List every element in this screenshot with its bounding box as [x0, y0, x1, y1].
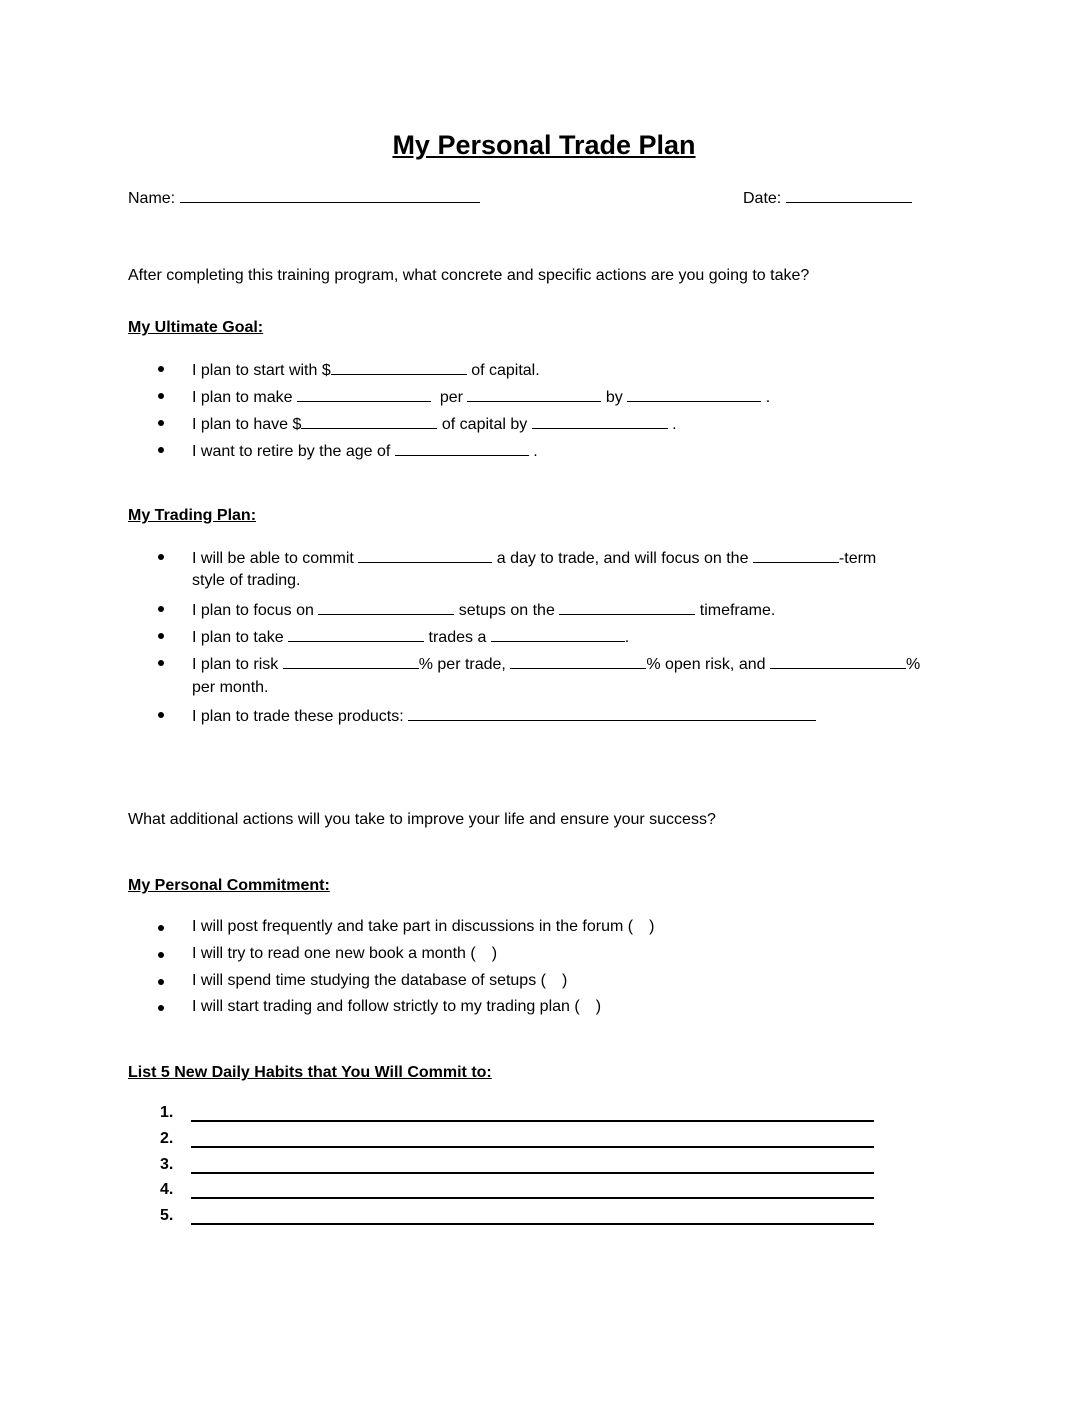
- bullet-icon: [158, 660, 164, 666]
- bullet-icon: [158, 979, 164, 985]
- setups-field[interactable]: [318, 599, 454, 615]
- plan-item-focus: I plan to focus on setups on the timeframe.: [192, 599, 775, 620]
- name-row: [128, 187, 480, 208]
- bullet-icon: [158, 606, 164, 612]
- date-row: [743, 187, 912, 208]
- products-field[interactable]: [408, 705, 816, 721]
- name-field[interactable]: [180, 187, 480, 203]
- open-risk-field[interactable]: [510, 653, 646, 669]
- make-period-field[interactable]: [467, 386, 601, 402]
- goal-item-have: I plan to have $ of capital by .: [192, 413, 677, 434]
- commitment-item-book: I will try to read one new book a month ( ): [192, 945, 498, 962]
- habit-3-field[interactable]: [191, 1160, 874, 1174]
- plan-item-risk-continuation: per month.: [192, 679, 269, 696]
- commitment-item-forum: I will post frequently and take part in discussions in the forum ( ): [192, 918, 655, 935]
- plan-item-commit-continuation: style of trading.: [192, 572, 301, 589]
- habit-number: 2.: [160, 1130, 174, 1147]
- bullet-icon: [158, 554, 164, 560]
- daily-habits-heading: List 5 New Daily Habits that You Will Commit to:: [128, 1064, 492, 1081]
- habit-2-field[interactable]: [191, 1134, 874, 1148]
- habit-number: 3.: [160, 1156, 174, 1173]
- habit-4-field[interactable]: [191, 1185, 874, 1199]
- bullet-icon: [158, 712, 164, 718]
- trades-period-field[interactable]: [491, 626, 625, 642]
- bullet-icon: [158, 952, 164, 958]
- risk-per-trade-field[interactable]: [283, 653, 419, 669]
- bullet-icon: [158, 925, 164, 931]
- have-capital-field[interactable]: [301, 413, 437, 429]
- commitment-item-database: I will spend time studying the database of setups ( ): [192, 972, 568, 989]
- date-field[interactable]: [786, 187, 912, 203]
- habit-number: 1.: [160, 1104, 174, 1121]
- name-label: Name:: [128, 190, 176, 207]
- personal-commitment-heading: My Personal Commitment:: [128, 877, 330, 894]
- start-capital-field[interactable]: [331, 359, 467, 375]
- trades-count-field[interactable]: [288, 626, 424, 642]
- goal-item-make: I plan to make per by .: [192, 386, 770, 407]
- retire-age-field[interactable]: [395, 440, 529, 456]
- bullet-icon: [158, 366, 164, 372]
- bullet-icon: [158, 447, 164, 453]
- plan-item-commit: I will be able to commit a day to trade, and will focus on the -term: [192, 547, 876, 568]
- habit-number: 5.: [160, 1207, 174, 1224]
- monthly-risk-field[interactable]: [770, 653, 906, 669]
- commit-time-field[interactable]: [358, 547, 492, 563]
- trading-plan-heading: My Trading Plan:: [128, 507, 257, 524]
- date-label: Date:: [743, 190, 782, 207]
- page-title: My Personal Trade Plan: [392, 130, 696, 160]
- plan-item-risk: I plan to risk % per trade, % open risk, and %: [192, 653, 920, 674]
- habit-number: 4.: [160, 1181, 174, 1198]
- make-amount-field[interactable]: [297, 386, 431, 402]
- bullet-icon: [158, 633, 164, 639]
- bullet-icon: [158, 420, 164, 426]
- bullet-icon: [158, 1005, 164, 1011]
- ultimate-goal-heading: My Ultimate Goal:: [128, 319, 264, 336]
- intro-question: After completing this training program, what concrete and specific actions are you going to take?: [128, 267, 810, 284]
- term-style-field[interactable]: [753, 547, 839, 563]
- plan-item-products: I plan to trade these products:: [192, 705, 816, 726]
- habit-5-field[interactable]: [191, 1211, 874, 1225]
- make-by-field[interactable]: [627, 386, 761, 402]
- have-capital-by-field[interactable]: [532, 413, 668, 429]
- goal-item-retire: I want to retire by the age of .: [192, 440, 538, 461]
- additional-question: What additional actions will you take to improve your life and ensure your success?: [128, 811, 716, 828]
- habit-1-field[interactable]: [191, 1108, 874, 1122]
- timeframe-field[interactable]: [559, 599, 695, 615]
- goal-item-capital-start: I plan to start with $ of capital.: [192, 359, 540, 380]
- commitment-item-trading: I will start trading and follow strictly to my trading plan ( ): [192, 998, 602, 1015]
- bullet-icon: [158, 393, 164, 399]
- plan-item-take: I plan to take trades a .: [192, 626, 629, 647]
